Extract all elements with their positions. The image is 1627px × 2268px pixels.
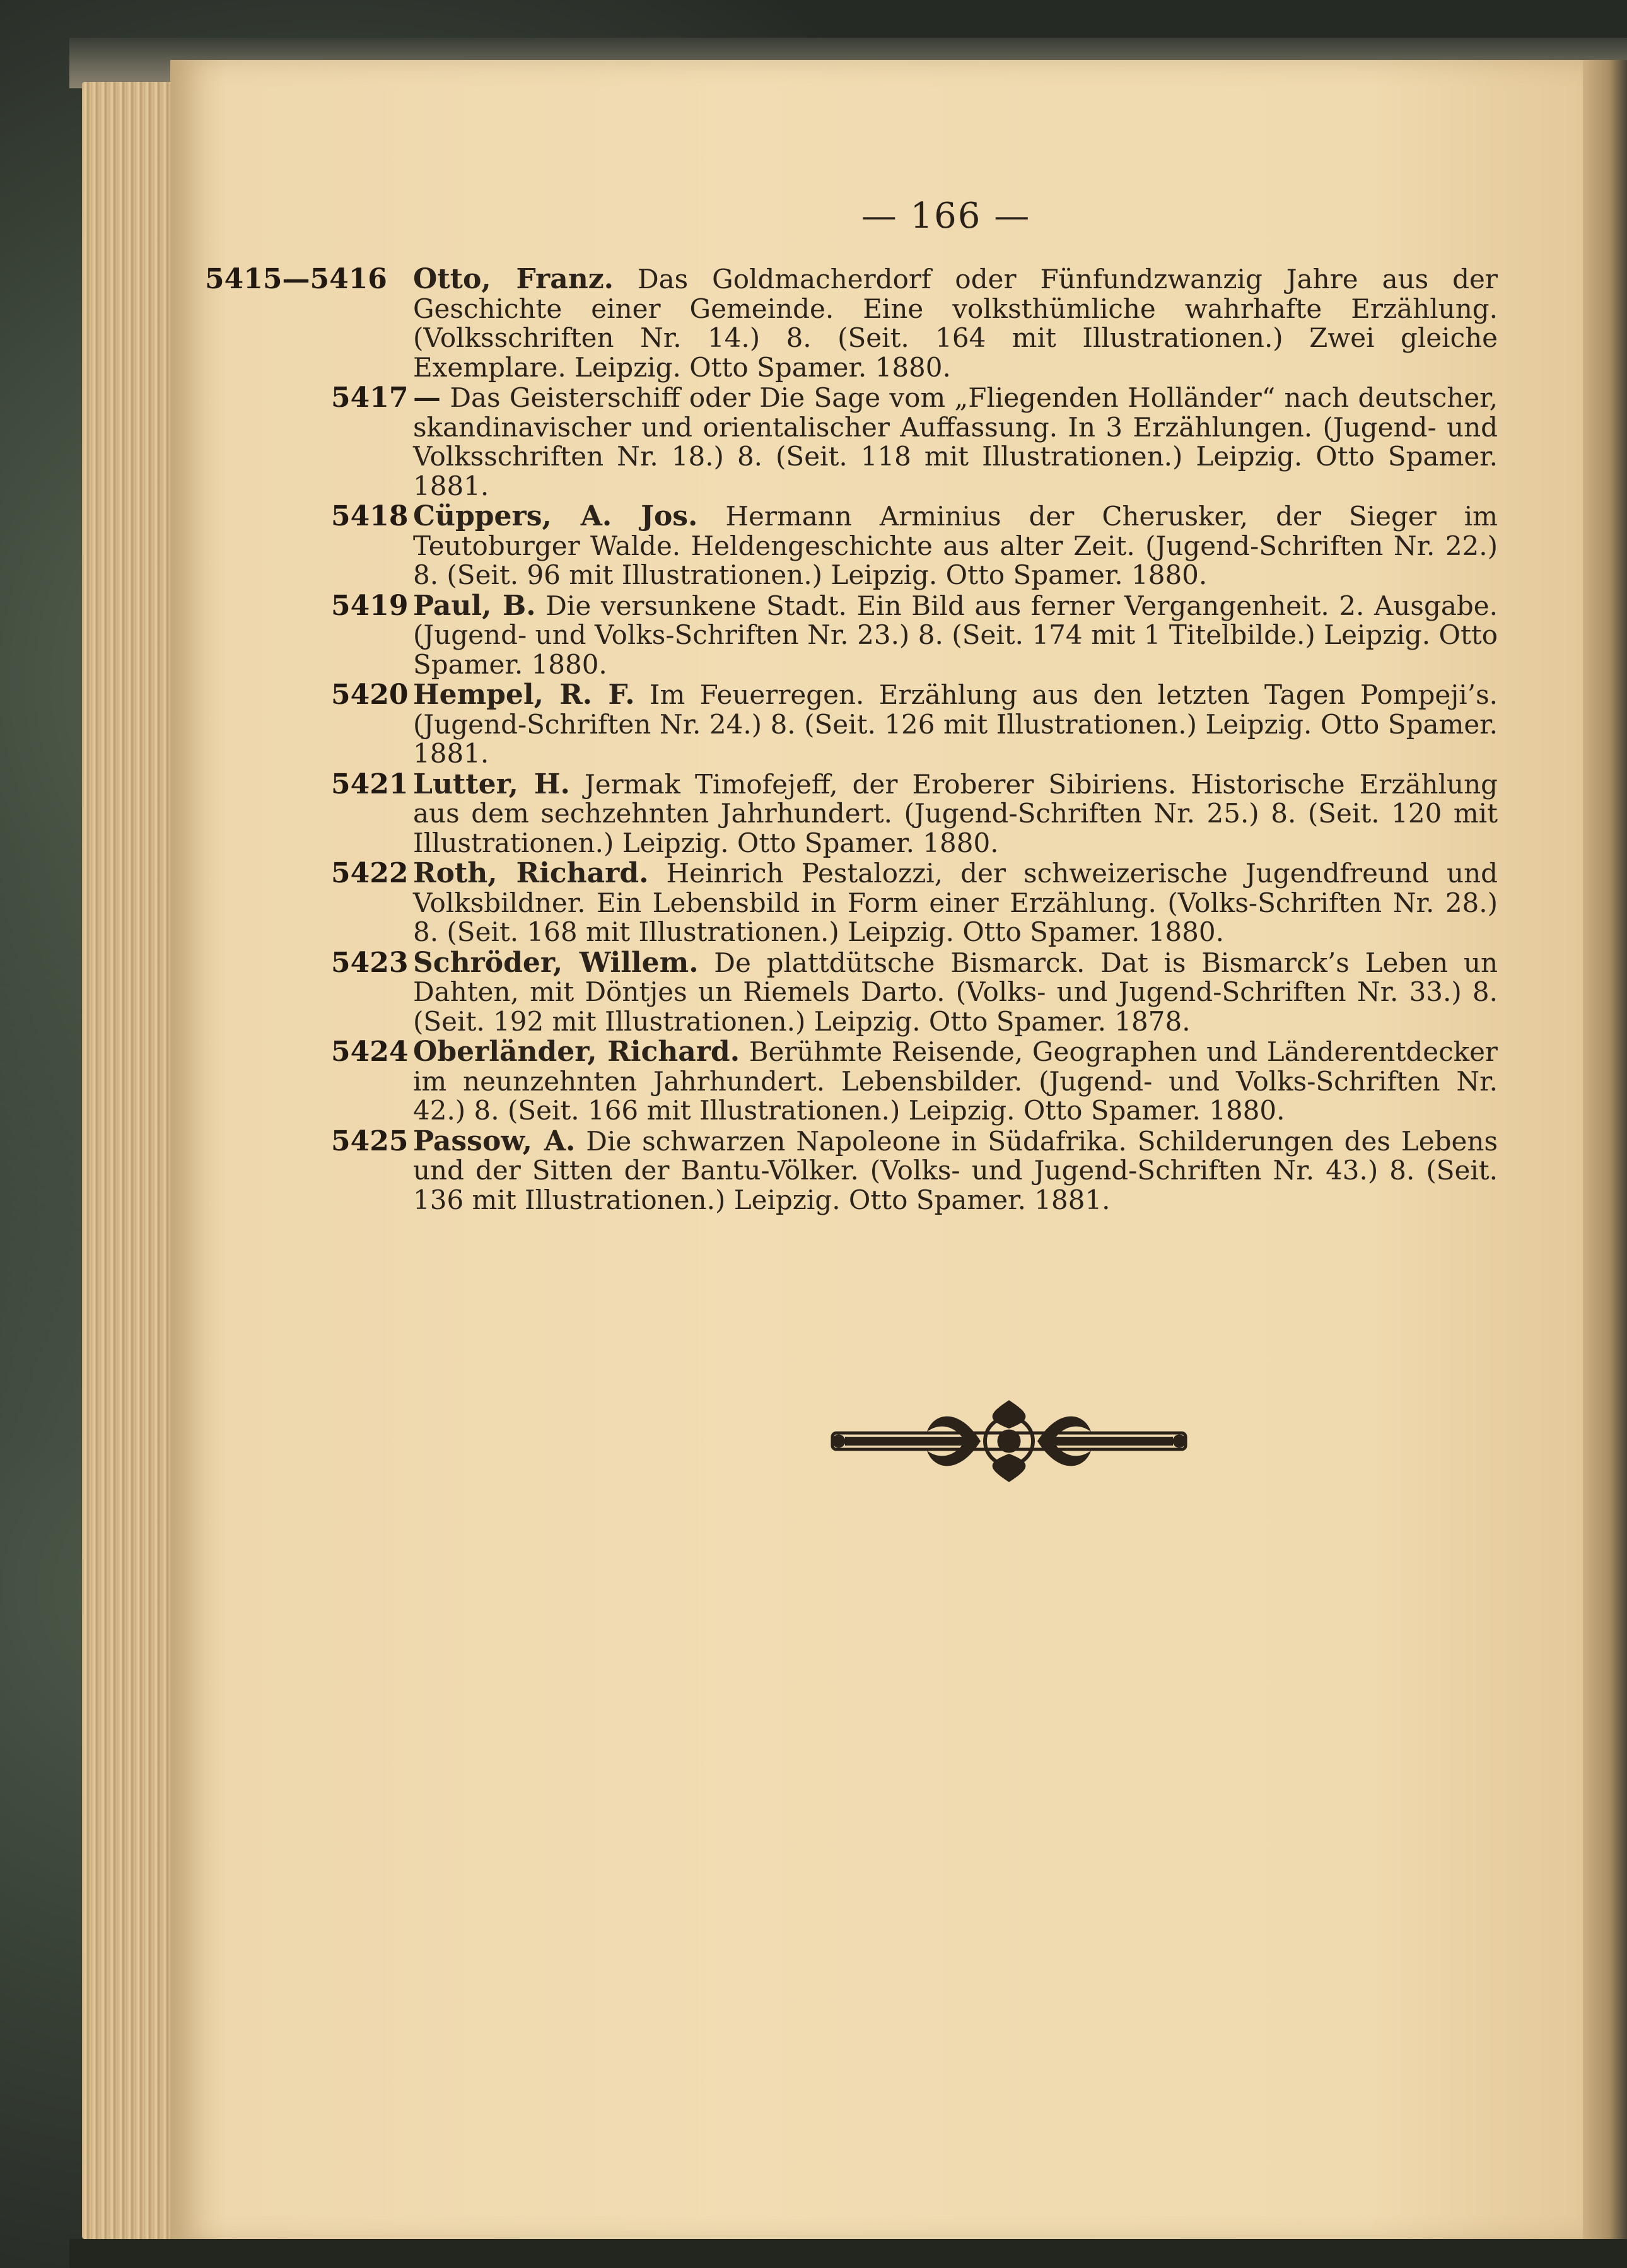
entry-text: Die schwarzen Napoleone in Südafrika. Schilderungen des Lebens und der Sitten der Bantu-Völker. (Volks- und Jugend-Schriften Nr. 43.) 8. (Seit. 136 mit Illustrationen.) Leipzig. Otto Spamer. 1881.: [413, 1125, 1498, 1215]
entry-text: Hermann Arminius der Cherusker, der Sieger im Teutoburger Walde. Heldengeschichte aus alter Zeit. (Jugend-Schriften Nr. 22.) 8. (Seit. 96 mit Illustrationen.) Leipzig. Otto Spamer. 1880.: [413, 501, 1498, 590]
catalog-entry: [331, 679, 1498, 769]
entry-number: 5422: [331, 857, 409, 889]
entry-body: [413, 859, 1498, 947]
catalog-entry: [331, 1125, 1498, 1215]
entry-text: Im Feuerregen. Erzählung aus den letzten Tagen Pompeji’s. (Jugend-Schriften Nr. 24.) 8. (Seit. 126 mit Illustrationen.) Leipzig. Otto Spamer. 1881.: [413, 679, 1498, 769]
entry-author: Schröder, Willem.: [413, 946, 699, 979]
entry-number: 5415—5416: [205, 263, 387, 295]
entry-text: Das Geisterschiff oder Die Sage vom „Fliegenden Holländer“ nach deutscher, skandinavischer und orientalischer Auffassung. In 3 Erzählungen. (Jugend- und Volksschriften Nr. 18.) 8. (Seit. 118 mit Illustrationen.) Leipzig. Otto Spamer. 1881.: [413, 382, 1498, 501]
entry-author: Roth, Richard.: [413, 857, 649, 889]
entry-author: Hempel, R. F.: [413, 679, 635, 711]
entry-author: Cüppers, A. Jos.: [413, 500, 698, 532]
decorative-vignette-icon: [820, 1394, 1198, 1488]
entry-author: —: [413, 382, 441, 414]
entry-text: Heinrich Pestalozzi, der schweizerische Jugendfreund und Volksbildner. Ein Lebensbild in Form einer Erzählung. (Volks-Schriften Nr. 28.) 8. (Seit. 168 mit Illustrationen.) Leipzig. Otto Spamer. 1880.: [413, 858, 1498, 947]
bottom-cover-edge: [69, 2239, 1627, 2268]
page-edge-stack: [82, 82, 177, 2239]
page-number: — 166 —: [861, 196, 1031, 237]
entry-body: [413, 589, 1498, 680]
entry-author: Lutter, H.: [413, 768, 570, 800]
catalog-entry: [331, 1036, 1498, 1126]
entry-text: Die versunkene Stadt. Ein Bild aus ferner Vergangenheit. 2. Ausgabe. (Jugend- und Volks-Schriften Nr. 23.) 8. (Seit. 174 mit 1 Titelbilde.) Leipzig. Otto Spamer. 1880.: [413, 590, 1498, 680]
catalog-entries: [205, 263, 1498, 1216]
entry-number: 5417: [331, 382, 409, 414]
entry-body: [413, 681, 1498, 769]
entry-body: [413, 1038, 1498, 1126]
entry-number: 5423: [331, 946, 409, 979]
entry-number: 5424: [331, 1036, 409, 1068]
entry-number: 5421: [331, 768, 409, 800]
entry-body: [413, 770, 1498, 858]
entry-body: [413, 265, 1498, 382]
entry-author: Otto, Franz.: [413, 263, 614, 295]
entry-author: Oberländer, Richard.: [413, 1036, 740, 1068]
entry-text: Das Goldmacherdorf oder Fünfundzwanzig Jahre aus der Geschichte einer Gemeinde. Eine volksthümliche wahrhafte Erzählung. (Volksschriften Nr. 14.) 8. (Seit. 164 mit Illustrationen.) Zwei gleiche Exemplare. Leipzig. Otto Spamer. 1880.: [413, 264, 1498, 383]
entry-number: 5425: [331, 1125, 409, 1157]
catalog-entry: [331, 768, 1498, 858]
catalog-entry: [331, 500, 1498, 590]
entry-number: 5419: [331, 589, 409, 622]
catalog-entry: [331, 589, 1498, 680]
entry-number: 5420: [331, 679, 409, 711]
catalog-entry: [331, 857, 1498, 947]
catalog-entry: [331, 382, 1498, 501]
entry-author: Passow, A.: [413, 1125, 576, 1157]
entry-body: [413, 946, 1498, 1037]
entry-text: De plattdütsche Bismarck. Dat is Bismarck’s Leben un Dahten, mit Döntjes un Riemels Darto. (Volks- und Jugend-Schriften Nr. 33.) 8. (Seit. 192 mit Illustrationen.) Leipzig. Otto Spamer. 1878.: [413, 947, 1498, 1037]
entry-body: [413, 383, 1498, 501]
catalog-entry: [331, 946, 1498, 1037]
right-gutter: [1583, 60, 1627, 2242]
catalog-entry: [205, 263, 1498, 383]
entry-body: [413, 1127, 1498, 1215]
entry-number: 5418: [331, 500, 409, 532]
entry-text: Jermak Timofejeff, der Eroberer Sibiriens. Historische Erzählung aus dem sechzehnten Jahrhundert. (Jugend-Schriften Nr. 25.) 8. (Seit. 120 mit Illustrationen.) Leipzig. Otto Spamer. 1880.: [413, 768, 1498, 858]
entry-author: Paul, B.: [413, 589, 536, 622]
entry-text: Berühmte Reisende, Geographen und Länderentdecker im neunzehnten Jahrhundert. Lebensbilder. (Jugend- und Volks-Schriften Nr. 42.) 8. (Seit. 166 mit Illustrationen.) Leipzig. Otto Spamer. 1880.: [413, 1036, 1498, 1126]
entry-body: [413, 502, 1498, 590]
